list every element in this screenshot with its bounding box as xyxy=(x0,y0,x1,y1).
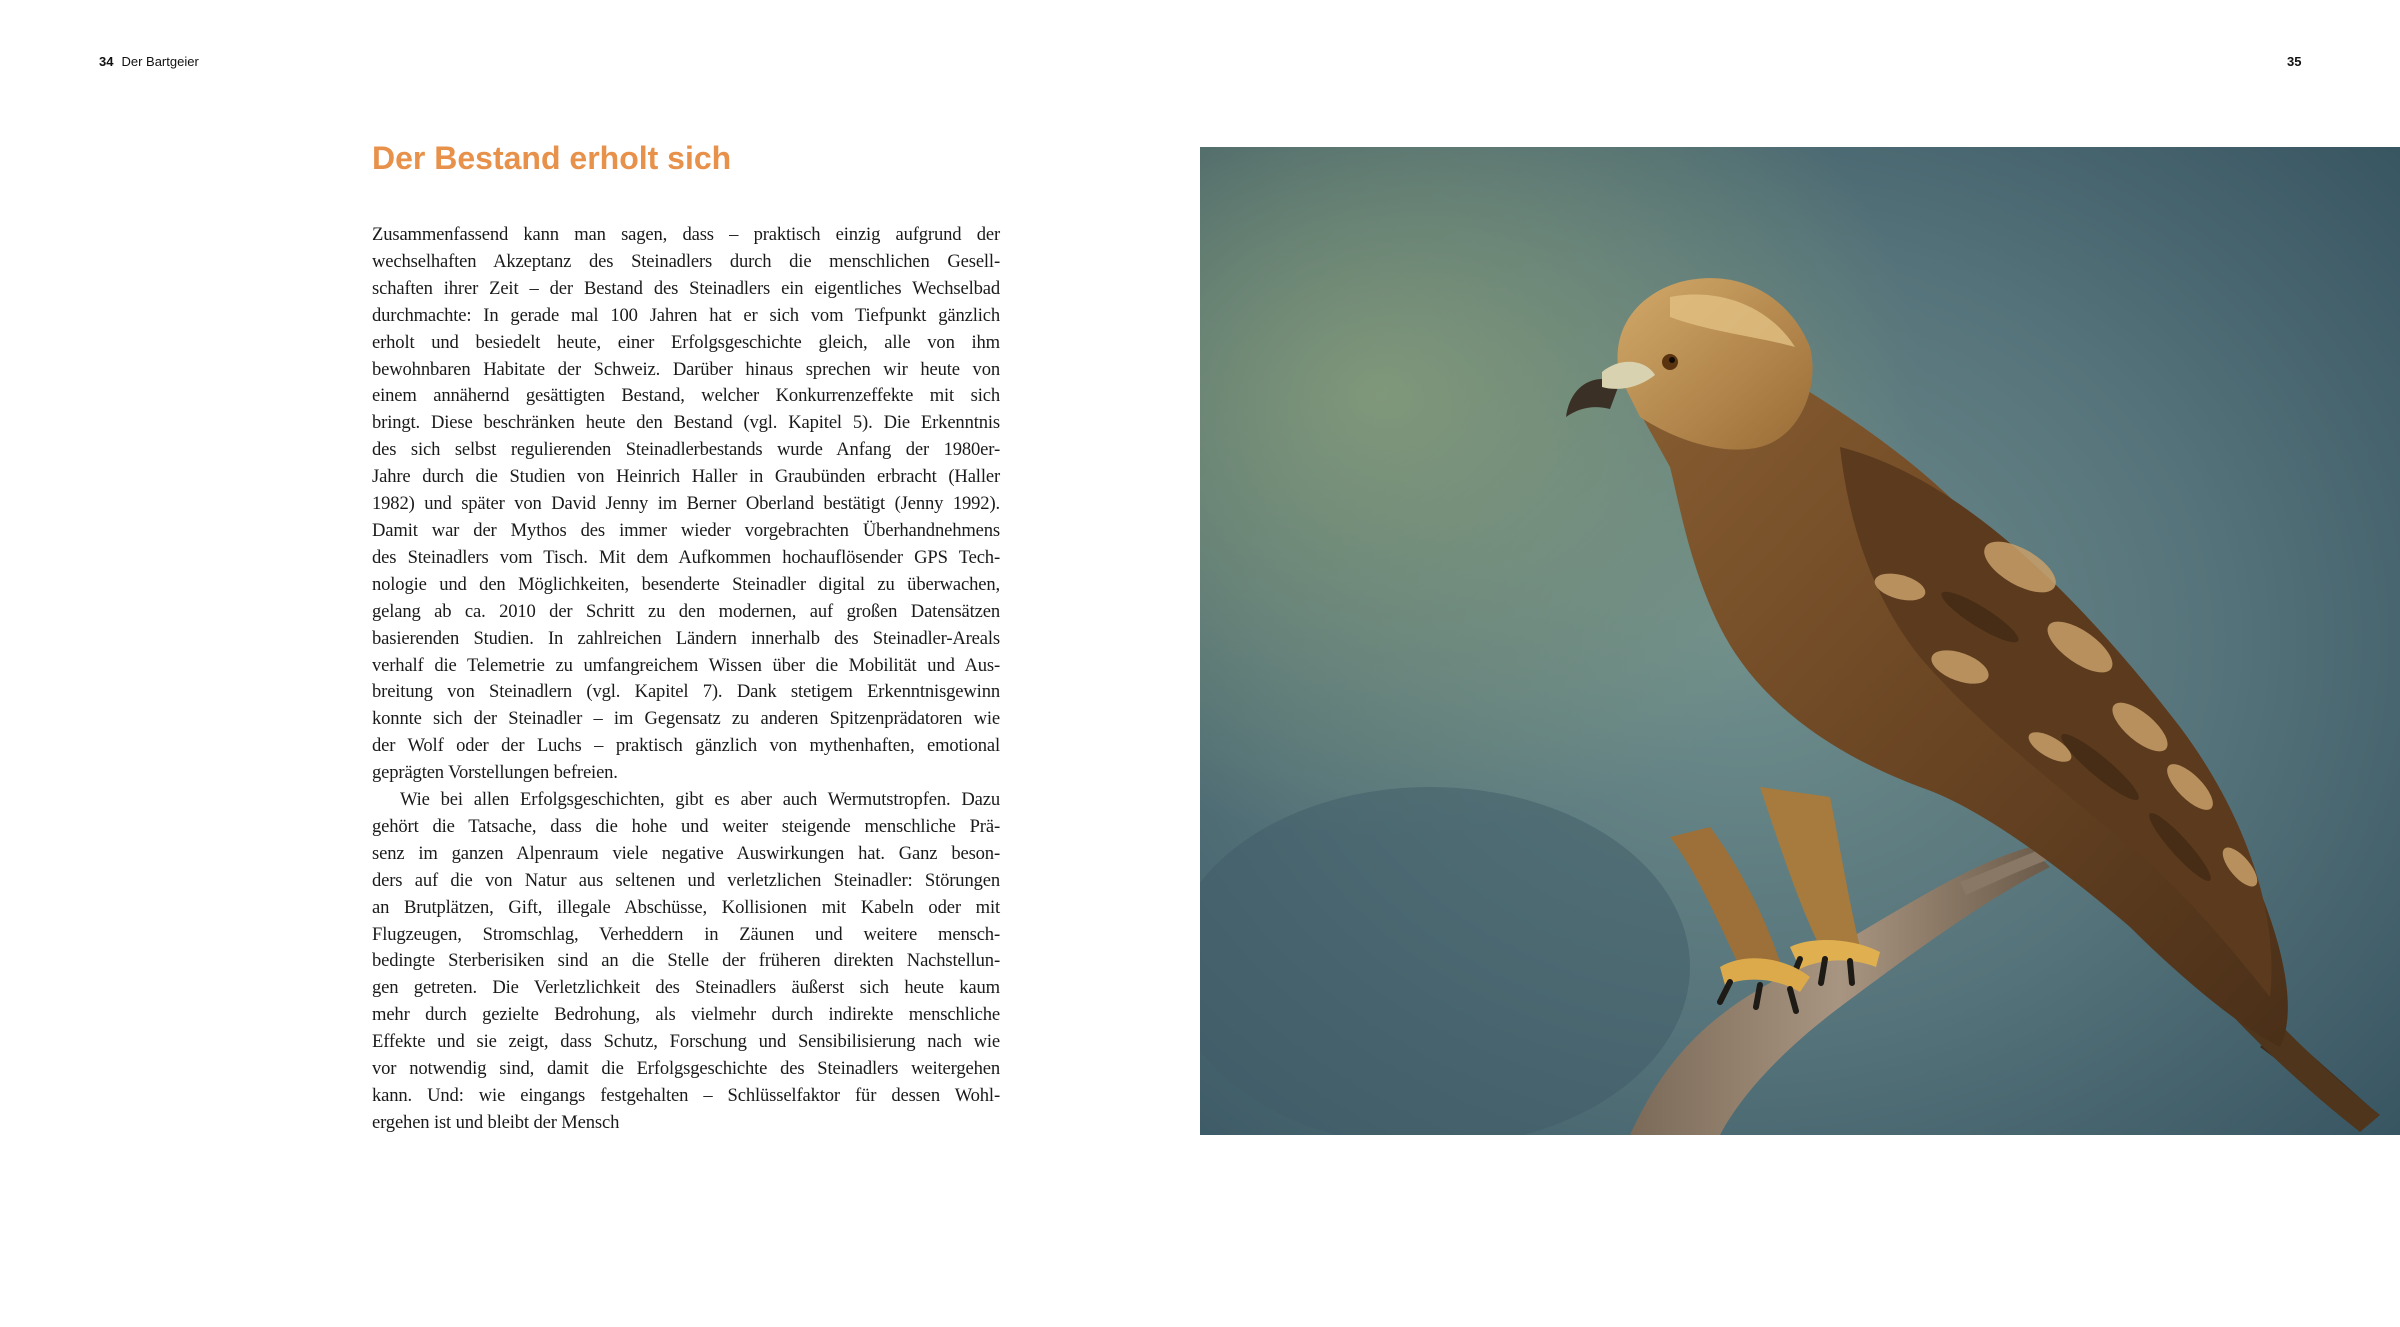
text-line: breitung von Steinadlern (vgl. Kapitel 7). Dank stetigem Erkenntnisgewinn xyxy=(372,681,1000,703)
body-text xyxy=(372,222,1000,1137)
text-line: ergehen ist und bleibt der Mensch xyxy=(372,1111,620,1133)
text-line: des sich selbst regulierenden Steinadlerbestands wurde Anfang der 1980er- xyxy=(372,439,1000,461)
text-line: Wie bei allen Erfolgsgeschichten, gibt es aber auch Wermutstropfen. Dazu xyxy=(400,789,1000,811)
text-line: gehört die Tatsache, dass die hohe und weiter steigende menschliche Prä- xyxy=(372,815,1000,837)
text-line: verhalf die Telemetrie zu umfangreichem Wissen über die Mobilität und Aus- xyxy=(372,654,1000,676)
section-title: Der Bestand erholt sich xyxy=(372,140,732,176)
page-number-right: 35 xyxy=(2287,54,2302,69)
text-line: nologie und den Möglichkeiten, besenderte Steinadler digital zu überwachen, xyxy=(372,573,1000,595)
text-line: kann. Und: wie eingangs festgehalten – Schlüsselfaktor für dessen Wohl- xyxy=(372,1085,1000,1106)
text-line: mehr durch gezielte Bedrohung, als vielmehr durch indirekte menschliche xyxy=(372,1004,1000,1026)
text-line: der Wolf oder der Luchs – praktisch gänzlich von mythenhaften, emotional xyxy=(372,735,1000,757)
text-line: Flugzeugen, Stromschlag, Verheddern in Zäunen und weitere mensch- xyxy=(372,923,1000,945)
text-line: basierenden Studien. In zahlreichen Ländern innerhalb des Steinadler-Areals xyxy=(372,627,1000,649)
page-number-left: 34 xyxy=(99,54,114,69)
text-line: Zusammenfassend kann man sagen, dass – praktisch einzig aufgrund der xyxy=(372,224,1000,245)
text-line: bringt. Diese beschränken heute den Bestand (vgl. Kapitel 5). Die Erkenntnis xyxy=(372,412,1000,434)
text-line: ders auf die von Natur aus seltenen und verletzlichen Steinadler: Störungen xyxy=(372,869,1000,891)
text-line: erholt und besiedelt heute, einer Erfolgsgeschichte gleich, alle von ihm xyxy=(372,331,1000,353)
text-line: gelang ab ca. 2010 der Schritt zu den modernen, auf großen Datensätzen xyxy=(372,600,1000,622)
chapter-title: Der Bartgeier xyxy=(121,54,199,69)
text-line: Damit war der Mythos des immer wieder vorgebrachten Überhandnehmens xyxy=(372,519,1000,541)
text-line: 1982) und später von David Jenny im Berner Oberland bestätigt (Jenny 1992). xyxy=(372,493,1000,515)
text-line: einem annähernd gesättigten Bestand, welcher Konkurrenzeffekte mit sich xyxy=(372,385,1000,407)
golden-eagle-photo xyxy=(1200,147,2400,1135)
text-line: an Brutplätzen, Gift, illegale Abschüsse, Kollisionen mit Kabeln oder mit xyxy=(372,896,1000,918)
text-line: schaften ihrer Zeit – der Bestand des Steinadlers ein eigentliches Wechselbad xyxy=(372,277,1000,299)
paragraph-2 xyxy=(372,787,1000,1137)
text-line: bedingte Sterberisiken sind an die Stelle der früheren direkten Nachstellun- xyxy=(372,950,1000,972)
text-line: konnte sich der Steinadler – im Gegensatz zu anderen Spitzenprädatoren wie xyxy=(372,708,1000,730)
text-line: wechselhaften Akzeptanz des Steinadlers durch die menschlichen Gesell- xyxy=(372,250,1000,272)
running-head-right xyxy=(2287,54,2309,69)
text-line: geprägten Vorstellungen befreien. xyxy=(372,762,618,784)
text-line: vor notwendig sind, damit die Erfolgsgeschichte des Steinadlers weitergehen xyxy=(372,1058,1000,1080)
text-line: gen getreten. Die Verletzlichkeit des Steinadlers äußerst sich heute kaum xyxy=(372,977,1000,999)
paragraph-1 xyxy=(372,222,1000,787)
text-line: des Steinadlers vom Tisch. Mit dem Aufkommen hochauflösender GPS Tech- xyxy=(372,546,1000,568)
running-head-left xyxy=(99,54,199,69)
text-line: Effekte und sie zeigt, dass Schutz, Forschung und Sensibilisierung nach wie xyxy=(372,1031,1000,1053)
text-line: durchmachte: In gerade mal 100 Jahren hat er sich vom Tiefpunkt gänzlich xyxy=(372,304,1000,326)
text-line: Jahre durch die Studien von Heinrich Haller in Graubünden erbracht (Haller xyxy=(372,466,1000,488)
text-line: senz im ganzen Alpenraum viele negative Auswirkungen hat. Ganz beson- xyxy=(372,842,1000,864)
text-line: bewohnbaren Habitate der Schweiz. Darüber hinaus sprechen wir heute von xyxy=(372,358,1000,380)
